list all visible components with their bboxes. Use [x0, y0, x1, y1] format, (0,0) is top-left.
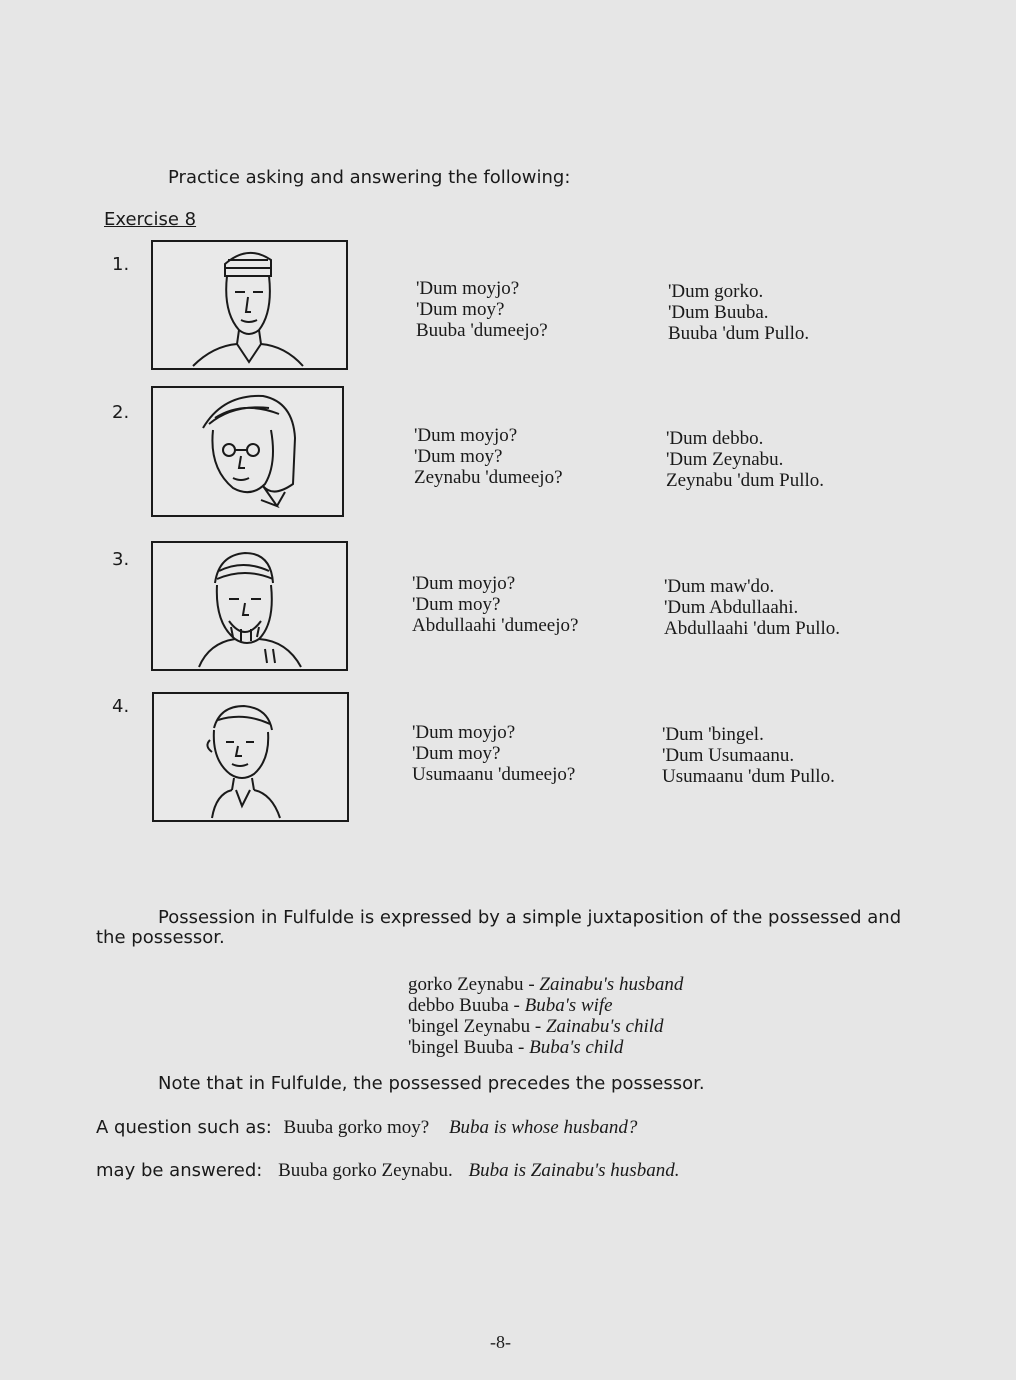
instruction-text: Practice asking and answering the following:: [168, 167, 571, 188]
question-line: 'Dum moy?: [416, 299, 505, 320]
answer-example: [96, 1160, 679, 1182]
portrait-elder-image: [151, 541, 348, 671]
answer-group: [668, 281, 809, 344]
paragraph-line: Possession in Fulfulde is expressed by a simple juxtaposition of the possessed and: [158, 907, 902, 928]
dash: -: [528, 974, 535, 995]
answer-fulfulde: Buuba gorko Zeynabu.: [278, 1160, 453, 1181]
page-number: -8-: [490, 1332, 511, 1352]
portrait-child-image: [152, 692, 349, 822]
example-fulfulde: 'bingel Zeynabu: [408, 1016, 531, 1037]
question-line: Buuba 'dumeejo?: [416, 320, 548, 341]
answer-line: 'Dum 'bingel.: [662, 724, 764, 745]
question-line: Zeynabu 'dumeejo?: [414, 467, 563, 488]
example-english: Buba's child: [529, 1037, 624, 1058]
example-row: [408, 995, 683, 1016]
paragraph-line: the possessor.: [96, 927, 225, 948]
item-number: 1.: [112, 254, 130, 275]
answer-group: [662, 724, 835, 787]
question-group: [412, 722, 575, 785]
question-line: 'Dum moy?: [412, 743, 501, 764]
question-lead: A question such as:: [96, 1117, 272, 1138]
answer-line: 'Dum maw'do.: [664, 576, 775, 597]
dash: -: [513, 995, 520, 1016]
answer-line: 'Dum Buuba.: [668, 302, 769, 323]
example-row: [408, 974, 683, 995]
answer-line: 'Dum Usumaanu.: [662, 745, 795, 766]
exercise-title: Exercise 8: [104, 209, 197, 230]
example-fulfulde: debbo Buuba: [408, 995, 509, 1016]
answer-line: Abdullaahi 'dum Pullo.: [664, 618, 841, 639]
question-fulfulde: Buuba gorko moy?: [283, 1117, 430, 1138]
question-group: [414, 425, 563, 488]
question-line: Abdullaahi 'dumeejo?: [412, 615, 579, 636]
question-english: Buba is whose husband?: [448, 1117, 638, 1138]
dash: -: [534, 1016, 542, 1037]
example-english: Buba's wife: [524, 995, 613, 1016]
example-fulfulde: 'bingel Buuba: [408, 1037, 514, 1058]
item-number: 2.: [112, 402, 130, 423]
question-line: 'Dum moyjo?: [414, 425, 518, 446]
answer-lead: may be answered:: [96, 1160, 263, 1181]
question-line: Usumaanu 'dumeejo?: [412, 764, 576, 785]
question-line: 'Dum moyjo?: [412, 722, 516, 743]
dash: -: [518, 1037, 525, 1058]
example-english: Zainabu's child: [545, 1016, 664, 1037]
question-example: [96, 1117, 637, 1139]
example-fulfulde: gorko Zeynabu: [408, 974, 524, 995]
answer-line: 'Dum debbo.: [666, 428, 764, 449]
question-line: 'Dum moy?: [414, 446, 503, 467]
possession-examples: [408, 974, 683, 1058]
example-row: [408, 1037, 683, 1058]
item-number: 4.: [112, 696, 130, 717]
portrait-woman-image: [151, 386, 344, 517]
answer-line: 'Dum Abdullaahi.: [664, 597, 799, 618]
answer-line: 'Dum gorko.: [668, 281, 764, 302]
answer-line: Usumaanu 'dum Pullo.: [662, 766, 835, 787]
answer-group: [664, 576, 840, 639]
example-row: [408, 1016, 683, 1037]
answer-group: [666, 428, 824, 491]
question-group: [412, 573, 578, 636]
answer-line: Zeynabu 'dum Pullo.: [666, 470, 825, 491]
question-group: [416, 278, 548, 341]
answer-english: Buba is Zainabu's husband.: [468, 1160, 680, 1181]
question-line: 'Dum moyjo?: [416, 278, 520, 299]
question-line: 'Dum moy?: [412, 594, 501, 615]
item-number: 3.: [112, 549, 130, 570]
question-line: 'Dum moyjo?: [412, 573, 516, 594]
portrait-man-image: [151, 240, 348, 370]
possession-paragraph: [96, 908, 926, 948]
answer-line: Buuba 'dum Pullo.: [668, 323, 810, 344]
note-text: Note that in Fulfulde, the possessed precedes the possessor.: [158, 1073, 705, 1094]
answer-line: 'Dum Zeynabu.: [666, 449, 784, 470]
example-english: Zainabu's husband: [539, 974, 684, 995]
